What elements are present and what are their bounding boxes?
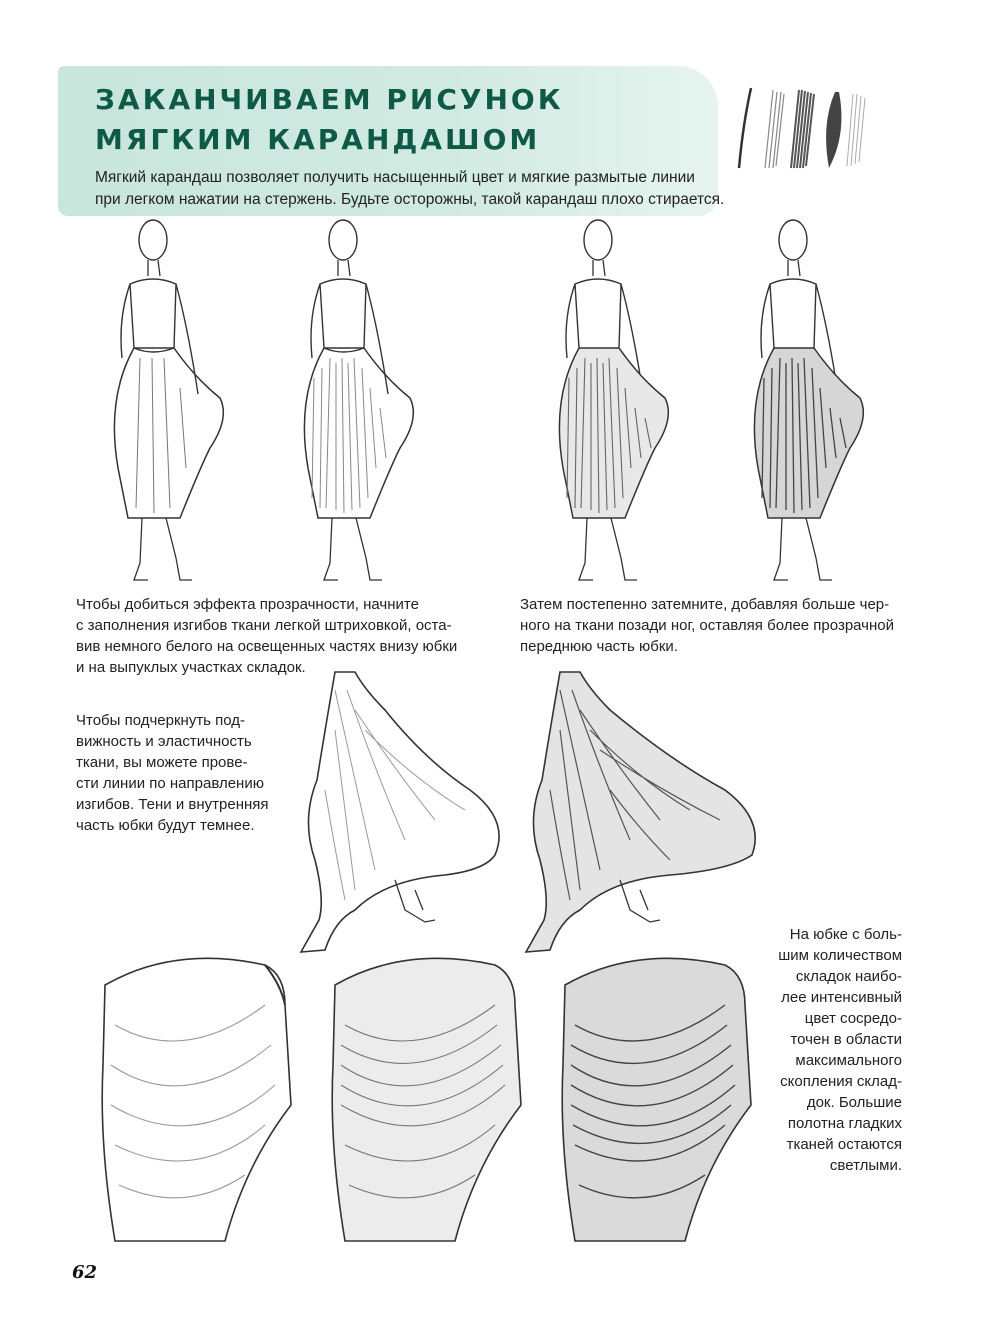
caption-line: вижность и эластичность bbox=[76, 733, 252, 750]
caption-line: с заполнения изгибов ткани легкой штриховкой, оста- bbox=[76, 617, 452, 634]
caption-line: цвет сосредо- bbox=[804, 1010, 902, 1027]
title-line-2: МЯГКИМ КАРАНДАШОМ bbox=[95, 123, 541, 156]
caption-darken bbox=[520, 594, 894, 657]
caption-line: ткани, вы можете прове- bbox=[76, 754, 248, 771]
pencil-stroke-samples bbox=[735, 84, 885, 179]
figure-illustration-3 bbox=[545, 218, 675, 588]
caption-line: Чтобы подчеркнуть под- bbox=[76, 712, 246, 729]
caption-line: Чтобы добиться эффекта прозрачности, начните bbox=[76, 596, 419, 613]
caption-line: Затем постепенно затемните, добавляя больше чер- bbox=[520, 596, 890, 613]
draped-skirt-illustration-1 bbox=[95, 945, 310, 1245]
intro-line: при легком нажатии на стержень. Будьте осторожны, такой карандаш плохо стирается. bbox=[95, 191, 725, 208]
draped-skirt-illustration-2 bbox=[325, 945, 540, 1245]
caption-line: часть юбки будут темнее. bbox=[76, 817, 255, 834]
intro-line: Мягкий карандаш позволяет получить насыщенный цвет и мягкие размытые линии bbox=[95, 169, 695, 186]
intro-paragraph bbox=[95, 167, 725, 211]
caption-line: тканей остаются bbox=[786, 1136, 902, 1153]
page-number: 62 bbox=[72, 1262, 98, 1283]
caption-line: изгибов. Тени и внутренняя bbox=[76, 796, 269, 813]
title-line-1: ЗАКАНЧИВАЕМ РИСУНОК bbox=[95, 83, 564, 116]
caption-line: На юбке с боль- bbox=[789, 926, 902, 943]
caption-line: вив немного белого на освещенных частях внизу юбки bbox=[76, 638, 458, 655]
caption-line: полотна гладких bbox=[787, 1115, 902, 1132]
caption-line: переднюю часть юбки. bbox=[520, 638, 678, 655]
caption-line: максимального bbox=[795, 1052, 902, 1069]
flowing-skirt-illustration-2 bbox=[520, 670, 770, 955]
caption-line: ного на ткани позади ног, оставляя более прозрачной bbox=[520, 617, 894, 634]
caption-line: скопления склад- bbox=[780, 1073, 902, 1090]
caption-line: складок наибо- bbox=[795, 968, 902, 985]
caption-line: лее интенсивный bbox=[781, 989, 902, 1006]
caption-line: точен в области bbox=[790, 1031, 902, 1048]
draped-skirt-illustration-3 bbox=[555, 945, 770, 1245]
page-title bbox=[95, 80, 564, 160]
caption-folds bbox=[770, 924, 902, 1176]
flowing-skirt-illustration-1 bbox=[295, 670, 515, 955]
caption-line: и на выпуклых участках складок. bbox=[76, 659, 306, 676]
figure-illustration-4 bbox=[740, 218, 870, 588]
caption-transparency bbox=[76, 594, 457, 678]
caption-mobility bbox=[76, 710, 269, 836]
caption-line: сти линии по направлению bbox=[76, 775, 264, 792]
figure-illustration-2 bbox=[290, 218, 420, 588]
caption-line: светлыми. bbox=[829, 1157, 902, 1174]
caption-line: шим количеством bbox=[778, 947, 902, 964]
figure-illustration-1 bbox=[100, 218, 230, 588]
caption-line: док. Большие bbox=[806, 1094, 902, 1111]
